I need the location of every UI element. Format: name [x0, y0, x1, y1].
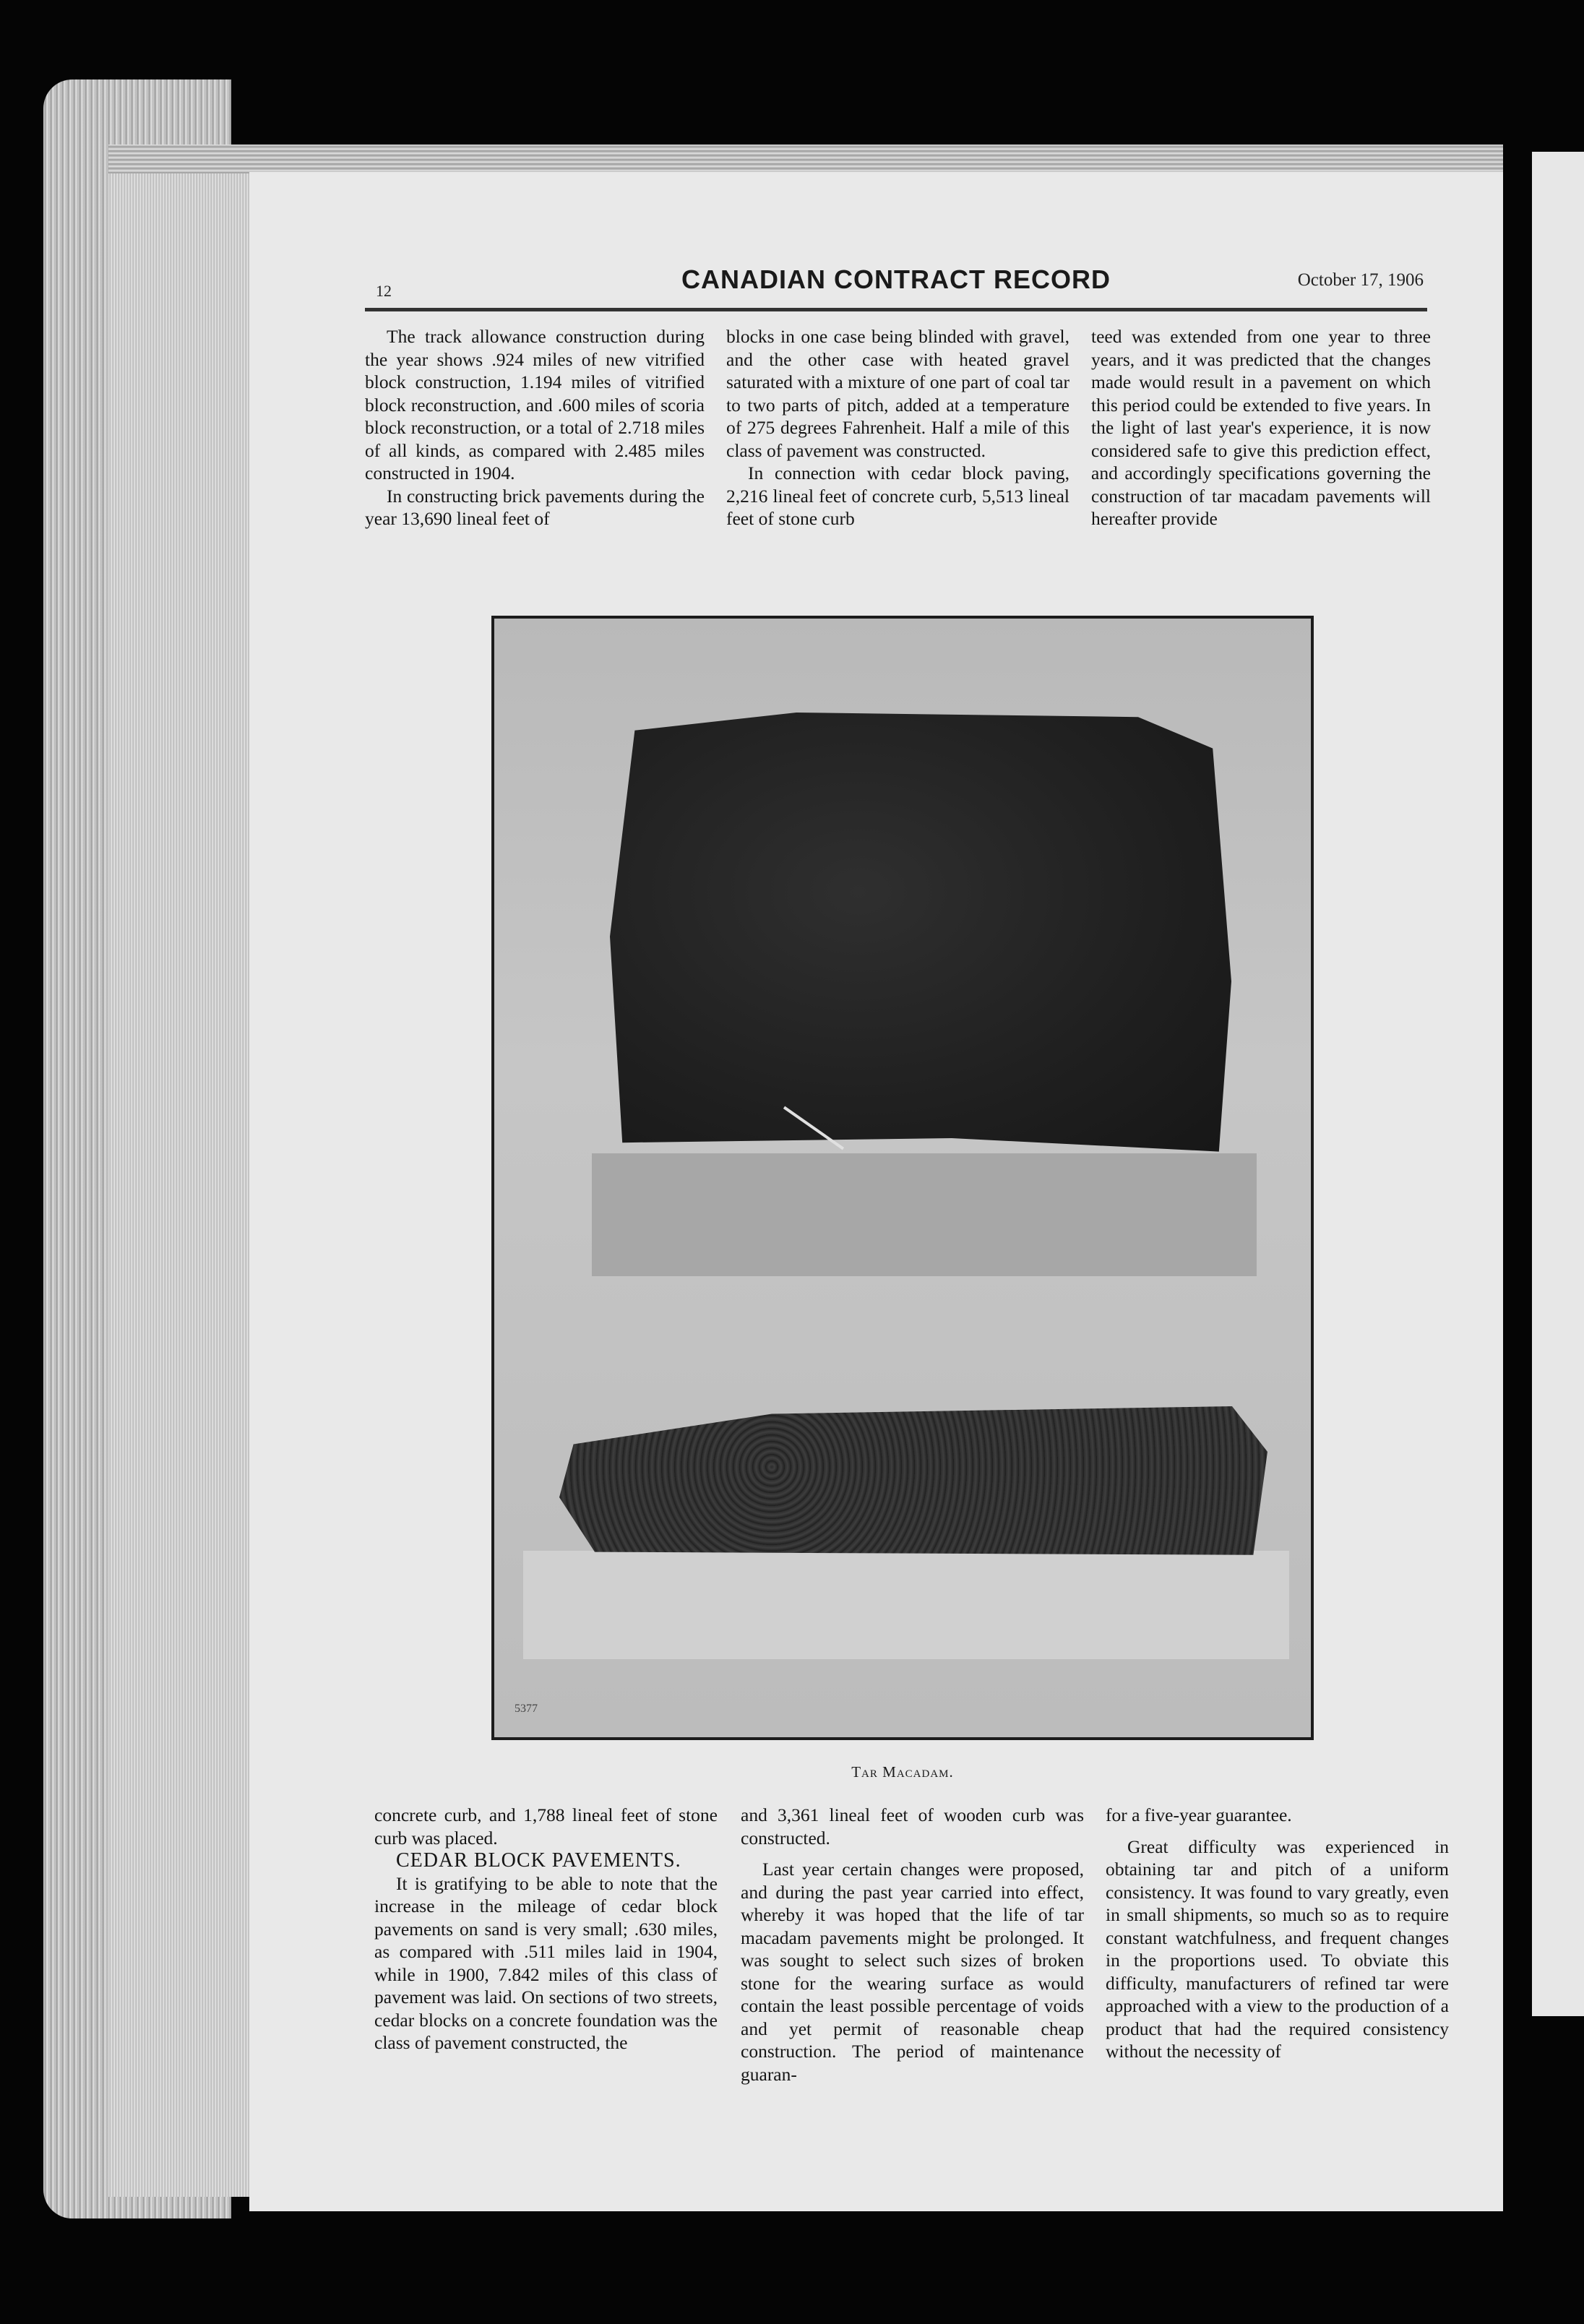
page-header: [376, 262, 1424, 298]
book-page-edges-inner: [108, 145, 253, 2197]
top-column-2: [726, 325, 1069, 530]
tar-macadam-slab-top: [610, 713, 1231, 1161]
photo-base-bottom: [523, 1551, 1289, 1659]
paragraph: concrete curb, and 1,788 lineal feet of stone curb was placed.: [374, 1804, 718, 1849]
page-top-stack: [108, 145, 1503, 173]
paragraph: blocks in one case being blinded with gravel, and the other case with heated gravel saturated with a mixture of one part of coal tar to two parts of pitch, added at a temperature of 275 degrees Fahrenheit. Half a mile of this class of pavement was constructed.: [726, 326, 1069, 461]
paragraph: In connection with cedar block paving, 2,216 lineal feet of concrete curb, 5,513 lineal feet of stone curb: [726, 462, 1069, 529]
photo-base-top: [592, 1153, 1257, 1276]
paragraph: The track allowance construction during the year shows .924 miles of new vitrified block construction, 1.194 miles of vitrified block reconstruction, and .600 miles of scoria block reconstruction, or a total of 2.718 miles of all kinds, as compared with 2.485 miles constructed in 1904.: [365, 326, 705, 483]
figure-caption: Tar Macadam.: [851, 1763, 954, 1781]
bottom-column-2: [741, 1804, 1084, 2086]
top-column-1: [365, 325, 705, 530]
section-heading: CEDAR BLOCK PAVEMENTS.: [396, 1849, 681, 1872]
paragraph: for a five-year guarantee.: [1106, 1804, 1292, 1825]
running-title: CANADIAN CONTRACT RECORD: [681, 264, 1111, 294]
bottom-column-1: [374, 1804, 718, 2054]
photo-mark: 5377: [515, 1703, 538, 1715]
header-rule: [365, 308, 1427, 311]
facing-page-edge: [1532, 152, 1584, 2016]
paragraph: Great difficulty was experienced in obtaining tar and pitch of a uniform consistency. It was found to vary greatly, even in small shipments, so much so as to require constant watchfulness, and frequent changes in the proportions used. To obviate this difficulty, manufacturers of refined tar were approached with a view to the production of a product that had the required consistency without the necessity of: [1106, 1835, 1449, 2062]
paragraph: Last year certain changes were proposed, and during the past year carried into effect, whereby it was hoped that the life of tar macadam pavements might be prolonged. It was sought to select such sizes of broken stone for the wearing surface as would contain the least possible percentage of voids and yet permit of reasonable cheap construction. The period of maintenance guaran-: [741, 1859, 1084, 2085]
paragraph: In constructing brick pavements during the year 13,690 lineal feet of: [365, 485, 705, 529]
paragraph: teed was extended from one year to three years, and it was predicted that the changes made would result in a pavement on which this period could be extended to five years. In the light of last year's experience, it is now considered safe to give this prediction effect, and accordingly specifications governing the construction of tar macadam pavements will hereafter provide: [1091, 326, 1431, 529]
page-number: 12: [376, 282, 392, 300]
figure-photo: [491, 616, 1314, 1740]
top-column-3: [1091, 325, 1431, 530]
paragraph: It is gratifying to be able to note that the increase in the mileage of cedar block pavements on sand is very small; .630 miles, as compared with .511 miles laid in 1904, while in 1900, 7.842 miles of this class of pavement was laid. On sections of two streets, cedar blocks on a concrete foundation was the class of pavement constructed, the: [374, 1872, 718, 2053]
paragraph: and 3,361 lineal feet of wooden curb was constructed.: [741, 1804, 1084, 1849]
issue-date: October 17, 1906: [1297, 270, 1424, 290]
bottom-column-3: [1106, 1804, 1449, 2063]
